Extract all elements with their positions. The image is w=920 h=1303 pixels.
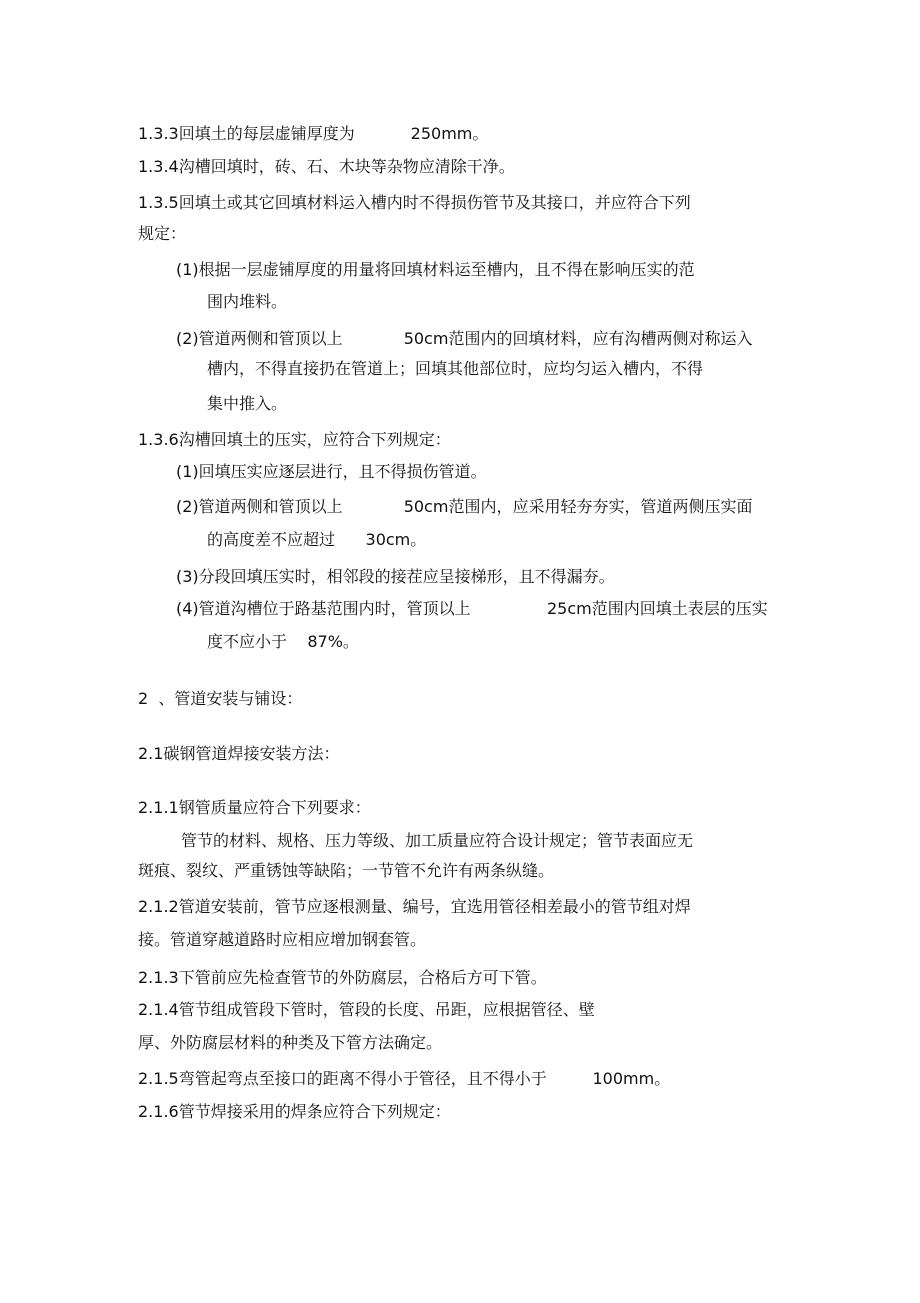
clause-1-3-6-item-4-cont: 度不应小于 87%。 (207, 632, 359, 651)
clause-1-3-4: 1.3.4沟槽回填时，砖、石、木块等杂物应清除干净。 (138, 157, 515, 176)
clause-1-3-5-item-1: (1)根据一层虚铺厚度的用量将回填材料运至槽内，且不得在影响压实的范 (176, 260, 695, 279)
clause-1-3-6-item-3: (3)分段回填压实时，相邻段的接茬应呈接梯形，且不得漏夯。 (176, 567, 615, 586)
clause-1-3-6-item-2-cont: 的高度差不应超过 30cm。 (207, 530, 427, 549)
clause-2-1-3: 2.1.3下管前应先检查管节的外防腐层，合格后方可下管。 (138, 968, 547, 987)
clause-1-3-5-item-1-cont: 围内堆料。 (207, 292, 288, 311)
clause-2-1-1-body-cont: 斑痕、裂纹、严重锈蚀等缺陷；一节管不允许有两条纵缝。 (138, 861, 555, 880)
clause-1-3-6-item-2: (2)管道两侧和管顶以上 50cm范围内，应采用轻夯夯实，管道两侧压实面 (176, 497, 753, 516)
section-2-heading: 2 、管道安装与铺设： (138, 689, 303, 708)
clause-1-3-6-item-1: (1)回填压实应逐层进行，且不得损伤管道。 (176, 462, 487, 481)
clause-2-1-5: 2.1.5弯管起弯点至接口的距离不得小于管径，且不得小于 100mm。 (138, 1069, 671, 1088)
clause-2-1-1: 2.1.1钢管质量应符合下列要求： (138, 798, 371, 817)
clause-1-3-6: 1.3.6沟槽回填土的压实，应符合下列规定： (138, 430, 451, 449)
clause-2-1-2-cont: 接。管道穿越道路时应相应增加钢套管。 (138, 930, 427, 949)
clause-1-3-5-item-2-cont-2: 集中推入。 (207, 394, 288, 413)
clause-2-1-4-cont: 厚、外防腐层材料的种类及下管方法确定。 (138, 1033, 443, 1052)
section-2-1-heading: 2.1碳钢管道焊接安装方法： (138, 744, 340, 763)
clause-2-1-6: 2.1.6管节焊接采用的焊条应符合下列规定： (138, 1102, 451, 1121)
clause-1-3-5-item-2-cont-1: 槽内，不得直接扔在管道上；回填其他部位时，应均匀运入槽内，不得 (207, 359, 704, 378)
clause-1-3-5-cont: 规定： (138, 224, 187, 243)
clause-2-1-1-body: 管节的材料、规格、压力等级、加工质量应符合设计规定；管节表面应无 (181, 831, 694, 850)
clause-1-3-5: 1.3.5回填土或其它回填材料运入槽内时不得损伤管节及其接口，并应符合下列 (138, 193, 691, 212)
clause-2-1-4: 2.1.4管节组成管段下管时，管段的长度、吊距，应根据管径、壁 (138, 1000, 595, 1019)
clause-2-1-2: 2.1.2管道安装前，管节应逐根测量、编号，宜选用管径相差最小的管节组对焊 (138, 897, 691, 916)
clause-1-3-3: 1.3.3回填土的每层虚铺厚度为 250mm。 (138, 124, 489, 143)
clause-1-3-5-item-2: (2)管道两侧和管顶以上 50cm范围内的回填材料，应有沟槽两侧对称运入 (176, 329, 753, 348)
clause-1-3-6-item-4: (4)管道沟槽位于路基范围内时，管顶以上 25cm范围内回填土表层的压实 (176, 599, 768, 618)
